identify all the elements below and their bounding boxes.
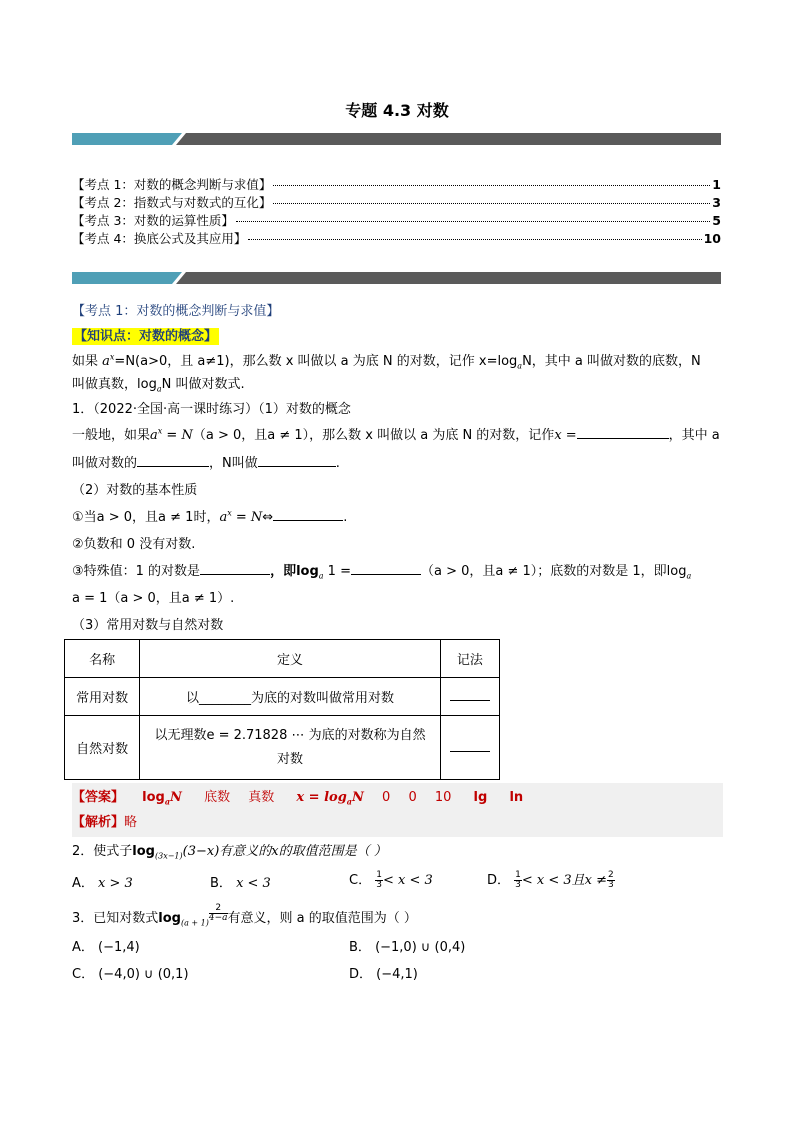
q1-line-2: 叫做对数的 ，N叫做 .	[72, 456, 340, 471]
table-header: 记法	[440, 640, 499, 678]
question-3-stem: 3．已知对数式$\log_{(a + 1)}$ $\frac{2}{4-a}$ 有意义，则 a 的取值范围为（ ）	[72, 903, 417, 928]
toc-item[interactable]: 【考点 3：对数的运算性质】 5	[72, 213, 721, 228]
table-row: 自然对数 以无理数e = 2.71828 ⋯ 为底的对数称为自然对数	[65, 716, 500, 780]
page-title: 专题 4.3 对数	[345, 101, 449, 120]
table-row: 常用对数 以________为底的对数叫做常用对数	[65, 678, 500, 716]
knowledge-point-tag: 【知识点：对数的概念】	[74, 329, 218, 344]
fill-blank[interactable]	[137, 454, 209, 467]
concept-line-1: 如果 $a^x=N(a>0$，且 a≠1)，那么数 x 叫做以 a 为底 N 的对数，记作 $x=\log_aN$，其中 a 叫做对数的底数，N	[72, 352, 701, 371]
q1-part-2-heading: （2）对数的基本性质	[72, 483, 198, 498]
q2-option-d[interactable]: D． $\frac{1}{3}$ < x < 3且x ≠ $\frac{2}{3}$	[487, 870, 614, 890]
fill-blank[interactable]	[273, 508, 343, 521]
q1-property-1: ①当a > 0，且a ≠ 1时，$a^x$ = N⇔ .	[72, 508, 348, 525]
question-2-stem: 2．使式子$\log_{(3x-1)}(3-x)$有意义的x的取值范围是（ ）	[72, 844, 387, 861]
fill-blank[interactable]	[577, 426, 669, 439]
q3-option-c[interactable]: C． (−4,0) ∪ (0,1)	[72, 967, 189, 982]
fill-blank[interactable]	[258, 454, 336, 467]
q2-option-c[interactable]: C． $\frac{1}{3}$ < x < 3	[349, 870, 433, 890]
fill-blank-cell[interactable]	[440, 678, 499, 716]
header-divider-bar	[72, 133, 721, 145]
q3-option-b[interactable]: B． (−1,0) ∪ (0,4)	[349, 940, 466, 955]
log-definition-table	[64, 639, 500, 780]
toc-item[interactable]: 【考点 1：对数的概念判断与求值】 1	[72, 177, 721, 192]
fill-blank-cell[interactable]	[440, 716, 499, 780]
q1-line-1: 一般地，如果$a^x = N(a > 0$，且a ≠ 1），那么数 x 叫做以 a 为底 N 的对数，记作x = ，其中 a	[72, 426, 720, 443]
q1-property-3-cont: a = 1（a > 0，且a ≠ 1）.	[72, 591, 235, 606]
toc-item[interactable]: 【考点 4：换底公式及其应用】 10	[72, 231, 721, 246]
concept-line-2: 叫做真数，$\log_aN$ 叫做对数式.	[72, 377, 245, 394]
q2-option-b[interactable]: B． x < 3	[210, 876, 271, 891]
answer-line: 【答案】 $\log_aN$ 底数 真数 $x = \log_aN$ 0 0 10 lg ln	[72, 790, 524, 807]
table-header: 名称	[65, 640, 140, 678]
table-header: 定义	[140, 640, 440, 678]
q3-option-d[interactable]: D． (−4,1)	[349, 967, 418, 982]
q1-property-2: ②负数和 0 没有对数.	[72, 537, 196, 552]
toc-item[interactable]: 【考点 2：指数式与对数式的互化】 3	[72, 195, 721, 210]
q1-part-3-heading: （3）常用对数与自然对数	[72, 618, 224, 633]
question-1-heading: 1．（2022·全国·高一课时练习）（1）对数的概念	[72, 402, 351, 417]
fill-blank[interactable]	[351, 562, 421, 575]
fill-blank[interactable]	[200, 562, 270, 575]
section-heading: 【考点 1：对数的概念判断与求值】	[72, 304, 280, 319]
q2-option-a[interactable]: A． x > 3	[72, 876, 133, 891]
q3-option-a[interactable]: A． (−1,4)	[72, 940, 140, 955]
section-divider-bar	[72, 272, 721, 284]
analysis-line: 【解析】略	[72, 815, 138, 830]
q1-property-3: ③特殊值：1 的对数是 ，即$\log_a 1 = (a > 0$，且a ≠ 1）；底数的对数是 1，即$\log_a$	[72, 564, 692, 581]
